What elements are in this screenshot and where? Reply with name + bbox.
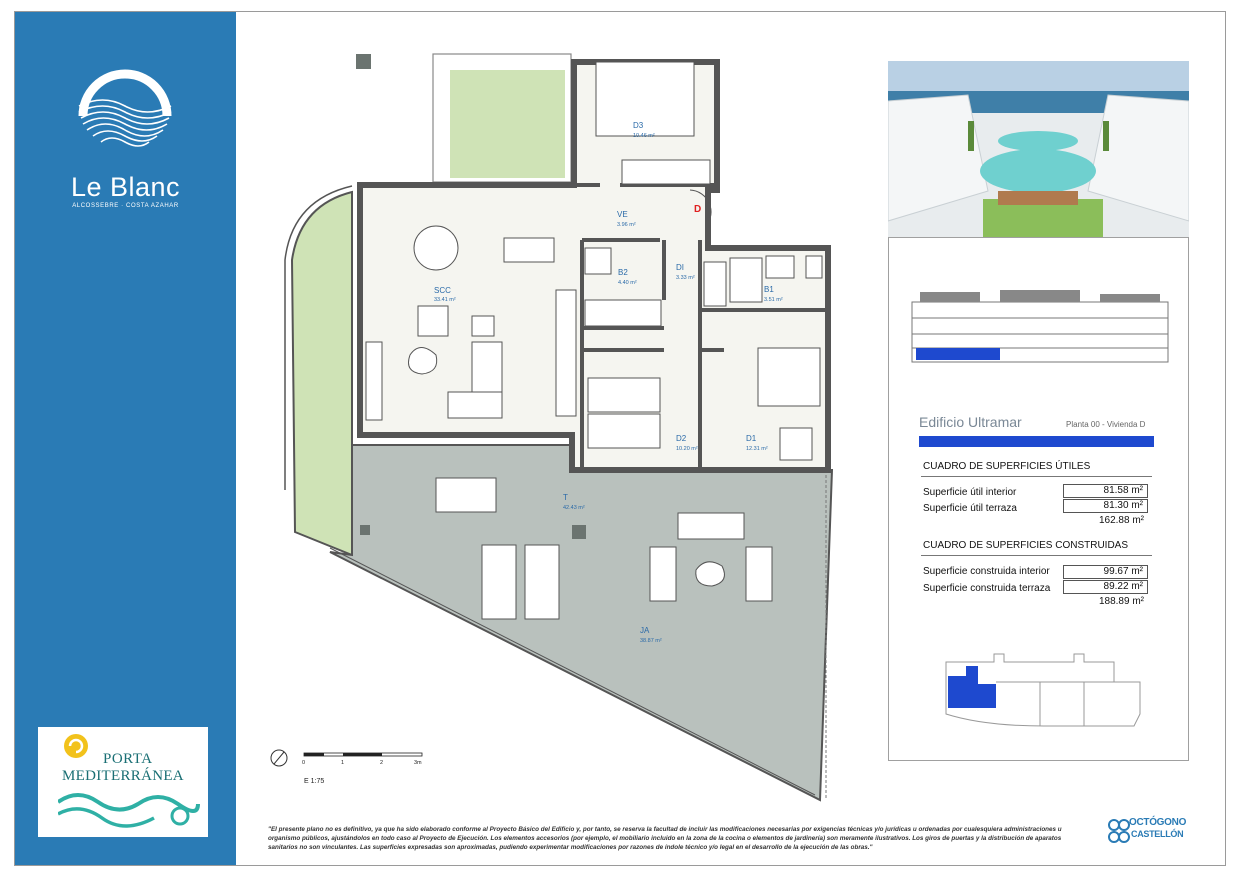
room-ja-code: JA [640,626,650,635]
built-total-value: 188.89 m² [1098,596,1144,607]
developer-logo-line1: PORTA [103,751,153,767]
scale-bar [304,753,422,756]
room-di-area: 3.33 m² [676,275,695,281]
room-di-code: DI [676,263,684,272]
architect-name-line2: CASTELLÓN [1131,829,1184,839]
scale-label: E 1:75 [304,778,325,785]
room-d1-code: D1 [746,434,757,443]
architect-name-line1: OCTÓGONO [1129,817,1187,828]
terrace-area [330,445,832,800]
room-ja-area: 38.87 m² [640,638,662,644]
room-scc-code: SCC [434,286,451,295]
building-photo [888,61,1189,238]
scale-tick-0: 0 [302,760,306,766]
unit-keyplan-highlight [948,666,996,708]
unit-label: Planta 00 - Vivienda D [1066,420,1146,429]
room-ve-code: VE [617,210,628,219]
useful-surfaces-rule [921,476,1152,477]
built-interior-value: 99.67 m² [1063,565,1148,579]
legal-disclaimer: "El presente plano no es definitivo, ya que ha sido elaborado conforme al Proyecto Básico del Edificio y, por tanto, se reserva la facultad de incluir las modificaciones necesarias por exigencias técnicas y/o jurídicas u ordenadas por cualesquiera administraciones u organismo públicos, ajustándolos en todo caso al Proyecto de Ejecución. Los elementos accesorios (por ejemplo, el mobiliario incluido en la zona de la cocina o elementos de jardinería) son meramente ilustrativos. Los giros de puertas y la distribución de aparatos sanitarios no son vinculantes. Las superficies expresadas son aproximadas, pudiendo experimentar modificaciones por razones de índole técnico y/o legal en el desarrollo de la ejecución de las obras." [268,826,1062,851]
room-t-code: T [563,493,568,502]
scale-tick-2: 2 [380,760,384,766]
room-scc-area: 33.41 m² [434,297,456,303]
building-elevation [900,282,1178,370]
built-terrace-value: 89.22 m² [1063,580,1148,594]
scale-tick-1: 1 [341,760,345,766]
developer-logo-line2: MEDITERRÁNEA [62,768,184,784]
useful-surfaces-title: CUADRO DE SUPERFICIES ÚTILES [923,461,1091,472]
room-d2-area: 10.20 m² [676,446,698,452]
built-surfaces-title: CUADRO DE SUPERFICIES CONSTRUIDAS [923,540,1129,551]
room-t-area: 42.43 m² [563,505,585,511]
brand-title: Le Blanc [70,172,181,202]
useful-terrace-label: Superficie útil terraza [923,503,1017,514]
room-d3-code: D3 [633,121,644,130]
floor-plan [250,40,850,820]
garden-left [292,192,352,555]
le-blanc-logo-icon [73,54,177,154]
built-terrace-label: Superficie construida terraza [923,583,1051,594]
room-b1-area: 3.51 m² [764,297,783,303]
room-ve-area: 3.96 m² [617,222,636,228]
useful-interior-label: Superficie útil interior [923,487,1017,498]
room-b1-code: B1 [764,285,774,294]
key-plan [944,652,1144,728]
scale-tick-3: 3m [414,760,422,766]
brand-subtitle: ALCOSSEBRE · COSTA AZAHAR [72,203,179,209]
room-d1-area: 12.31 m² [746,446,768,452]
useful-interior-value: 81.58 m² [1063,484,1148,498]
accent-bar [919,436,1154,447]
built-interior-label: Superficie construida interior [923,566,1050,577]
entrance-marker: D [694,204,702,215]
building-name: Edificio Ultramar [919,414,1022,430]
useful-terrace-value: 81.30 m² [1063,499,1148,513]
plan-marker [356,54,371,69]
useful-total-value: 162.88 m² [1098,515,1144,526]
unit-highlight [916,348,1000,360]
built-surfaces-rule [921,555,1152,556]
room-b2-area: 4.40 m² [618,280,637,286]
room-d3-area: 10.46 m² [633,133,655,139]
room-d2-code: D2 [676,434,687,443]
room-b2-code: B2 [618,268,628,277]
